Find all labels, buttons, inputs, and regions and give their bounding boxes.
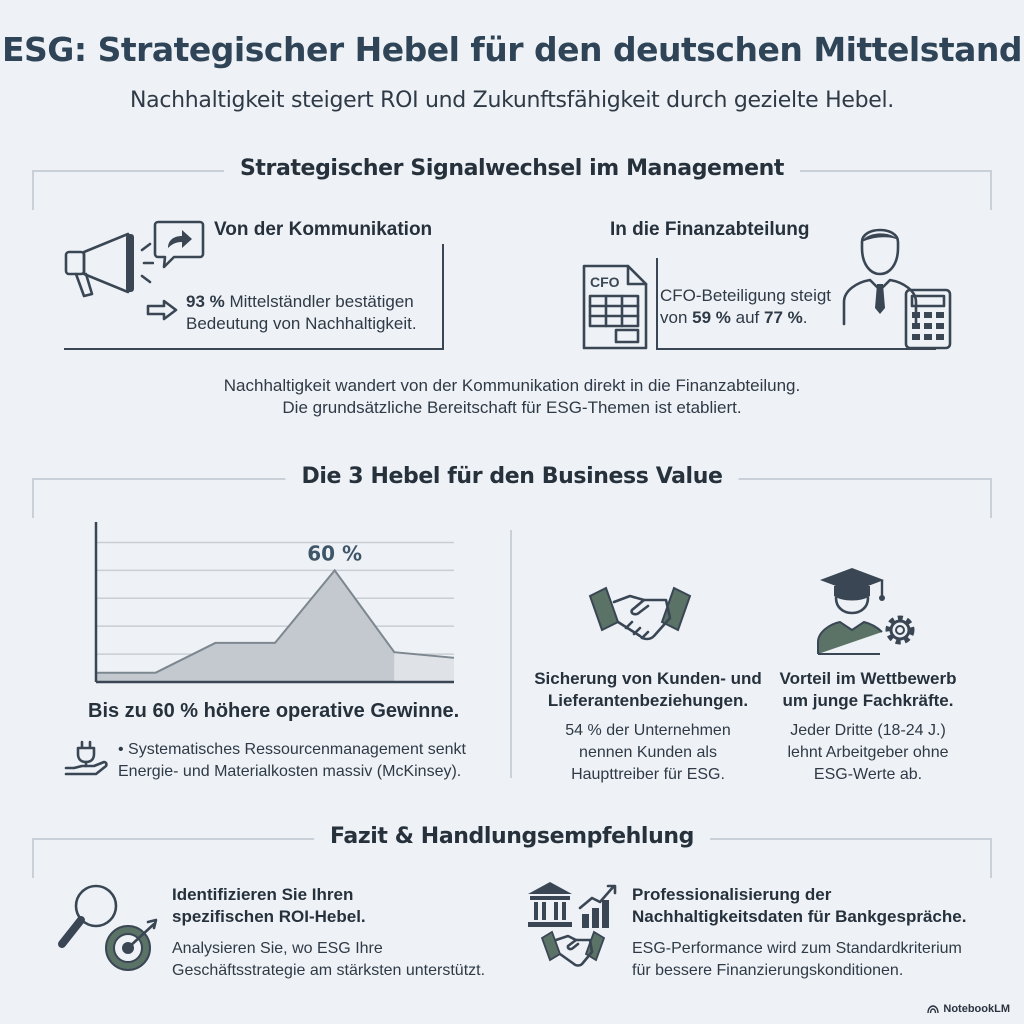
conclusion-right-heading-line1: Professionalisierung der <box>632 885 832 904</box>
conclusion-right-text-line1: ESG-Performance wird zum Standardkriterium <box>632 940 962 957</box>
summary-line1: Nachhaltigkeit wandert von der Kommunikation direkt in die Finanzabteilung. <box>223 376 801 395</box>
lever2-text-line2: nennen Kunden als <box>579 744 717 761</box>
conclusion-right-text-line2: für bessere Finanzierungskonditionen. <box>632 962 904 979</box>
cfo-doc-label: CFO <box>590 274 620 290</box>
section-title: Die 3 Hebel für den Business Value <box>286 464 739 489</box>
stat-text: Mittelständler bestätigen <box>224 292 414 311</box>
conclusion-right-text <box>632 938 962 982</box>
section-three-levers <box>32 464 992 518</box>
handshake-icon <box>588 582 692 654</box>
conclusion-left-heading-line2: spezifischen ROI-Hebel. <box>172 907 366 926</box>
conclusion-right-heading-line2: Nachhaltigkeitsdaten für Bankgespräche. <box>632 907 967 926</box>
section-conclusion <box>32 824 992 878</box>
notebooklm-brand <box>927 1003 1010 1015</box>
chart-annotation-0: 60 % <box>307 541 363 566</box>
chart-bullet-line2: Energie- und Materialkosten massiv (McKinsey). <box>118 763 462 780</box>
lever2-heading <box>530 668 766 712</box>
page-title: ESG: Strategischer Hebel für den deutschen Mittelstand <box>1 30 1023 69</box>
cfo-line2-pre: von <box>660 308 693 327</box>
cfo-value-to: 77 % <box>763 308 803 327</box>
graduate-gear-icon <box>812 566 924 658</box>
conclusion-left-heading-line1: Identifizieren Sie Ihren <box>172 885 354 904</box>
profit-area-chart <box>92 522 462 690</box>
lever2-heading-line1: Sicherung von Kunden- und <box>534 669 762 688</box>
section-strategic-signal <box>32 156 992 210</box>
conclusion-left-text-line2: Geschäftsstrategie am stärksten unterstützt. <box>172 962 486 979</box>
lever2-text-line3: Haupttreiber für ESG. <box>571 766 725 783</box>
lever2-heading-line2: Lieferantenbeziehungen. <box>547 691 749 710</box>
left-heading: Von der Kommunikation <box>214 219 433 240</box>
arrow-right-icon <box>146 299 178 321</box>
conclusion-left-text-line1: Analysieren Sie, wo ESG Ihre <box>172 940 383 957</box>
lever2-text <box>530 720 766 786</box>
cfo-line1: CFO-Beteiligung steigt <box>660 286 832 305</box>
lever3-heading-line1: Vorteil im Wettbewerb <box>779 669 957 688</box>
notebooklm-logo-icon <box>927 1005 939 1014</box>
section2-divider <box>510 530 512 778</box>
calculator-icon <box>904 288 952 350</box>
summary-line2: Die grundsätzliche Bereitschaft für ESG-Themen ist etabliert. <box>282 398 742 417</box>
lever2-text-line1: 54 % der Unternehmen <box>565 722 731 739</box>
handshake-small-icon <box>540 928 606 974</box>
left-stat <box>186 291 417 335</box>
stat-text-2: Bedeutung von Nachhaltigkeit. <box>186 314 417 333</box>
section-title: Fazit & Handlungsempfehlung <box>314 824 710 849</box>
conclusion-left-heading <box>172 884 366 928</box>
energy-hand-icon <box>64 738 110 778</box>
profit-chart <box>92 522 462 690</box>
lever3-text-line2: lehnt Arbeitgeber ohne <box>787 744 949 761</box>
magnifier-target-icon <box>56 880 160 976</box>
megaphone-icon <box>58 228 154 304</box>
right-stat <box>660 285 831 329</box>
chart-bullet <box>118 739 466 783</box>
conclusion-left-text <box>172 938 485 982</box>
section-title: Strategischer Signalwechsel im Management <box>224 156 800 181</box>
lever3-text <box>762 720 974 786</box>
lever3-text-line1: Jeder Dritte (18-24 J.) <box>790 722 946 739</box>
cfo-line2-mid: auf <box>730 308 764 327</box>
share-bubble-icon <box>152 218 206 272</box>
stat-value: 93 % <box>186 292 225 311</box>
section1-summary <box>0 375 1024 419</box>
lever3-heading-line2: um junge Fachkräfte. <box>782 691 954 710</box>
cfo-value-from: 59 % <box>692 308 731 327</box>
lever3-text-line3: ESG-Werte ab. <box>813 766 923 783</box>
chart-bullet-line1: • Systematisches Ressourcenmanagement senkt <box>118 741 466 758</box>
conclusion-right-heading <box>632 884 966 928</box>
cfo-line2-post: . <box>802 308 808 327</box>
chart-heading: Bis zu 60 % höhere operative Gewinne. <box>88 700 460 722</box>
right-heading: In die Finanzabteilung <box>610 219 810 240</box>
page-subtitle: Nachhaltigkeit steigert ROI und Zukunftsfähigkeit durch gezielte Hebel. <box>130 88 894 113</box>
brand-text: NotebookLM <box>943 1003 1010 1015</box>
lever3-heading <box>762 668 974 712</box>
